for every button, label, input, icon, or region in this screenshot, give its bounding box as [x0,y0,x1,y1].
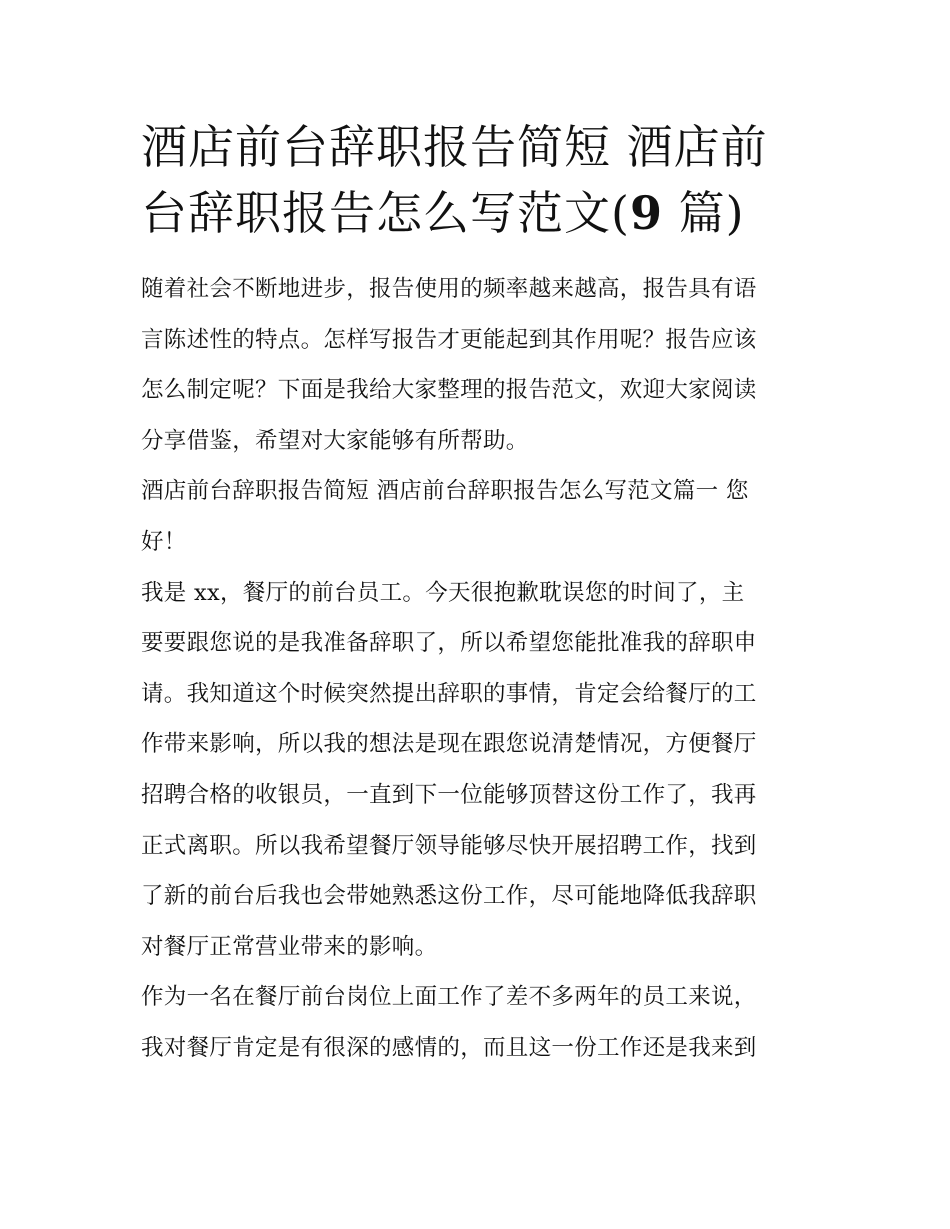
document-title [141,114,821,246]
paragraph-line: 我对餐厅肯定是有很深的感情的，而且这一份工作还是我来到 [141,1034,757,1061]
paragraph-line: 作带来影响，所以我的想法是现在跟您说清楚情况，方便餐厅 [141,731,757,758]
paragraph-line: 正式离职。所以我希望餐厅领导能够尽快开展招聘工作，找到 [141,832,757,859]
intro-line: 分享借鉴，希望对大家能够有所帮助。 [141,427,529,454]
document-page [141,114,821,1074]
intro-line: 随着社会不断地进步，报告使用的频率越来越高，报告具有语 [141,276,757,302]
intro-line: 怎么制定呢？下面是我给大家整理的报告范文，欢迎大家阅读 [141,377,757,404]
title-count: 9 [629,186,663,240]
body-paragraph-1 [141,568,821,973]
title-line-1: 酒店前台辞职报告简短 酒店前 [141,120,768,174]
section-heading-line: 好！ [141,528,187,555]
title-line-2-text: 台辞职报告怎么写范文( [141,186,630,240]
paragraph-line: 对餐厅正常营业带来的影响。 [141,933,438,960]
intro-paragraph [141,264,821,466]
paragraph-line: 作为一名在餐厅前台岗位上面工作了差不多两年的员工来说， [141,984,757,1011]
paragraph-line: 请。我知道这个时候突然提出辞职的事情，肯定会给餐厅的工 [141,680,757,707]
paragraph-line: 我是 xx，餐厅的前台员工。今天很抱歉耽误您的时间了，主 [141,579,745,606]
paragraph-line: 要要跟您说的是我准备辞职了，所以希望您能批准我的辞职申 [141,630,757,657]
title-line-2-suffix: 篇) [662,186,745,240]
paragraph-line: 招聘合格的收银员，一直到下一位能够顶替这份工作了，我再 [141,781,757,808]
title-line-2 [141,180,821,246]
intro-line: 言陈述性的特点。怎样写报告才更能起到其作用呢？报告应该 [141,326,757,353]
paragraph-line: 了新的前台后我也会带她熟悉这份工作，尽可能地降低我辞职 [141,883,757,910]
section-heading [141,466,821,567]
section-heading-line: 酒店前台辞职报告简短 酒店前台辞职报告怎么写范文篇一 您 [141,478,749,505]
body-paragraph-2 [141,972,821,1073]
